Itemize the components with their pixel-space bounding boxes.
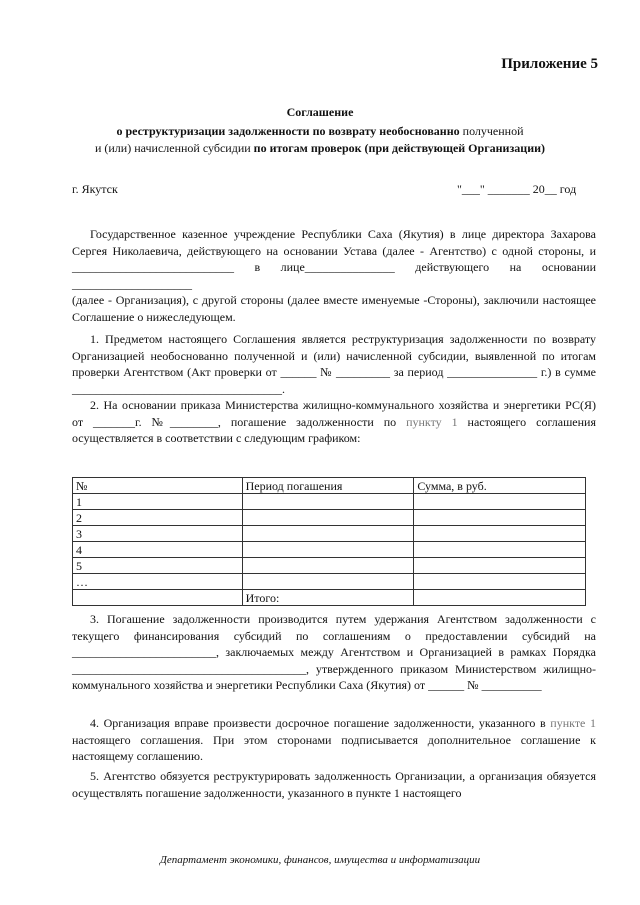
- clause-4-text-end: настоящего соглашения. При этом сторонами подписывается дополнительное соглашение к настоящему соглашению.: [72, 732, 596, 763]
- clause-3: [72, 611, 596, 694]
- row-number: 5: [73, 558, 243, 574]
- header-number: №: [73, 478, 243, 494]
- header-period: Период погашения: [242, 478, 414, 494]
- agreement-subtitle-line1: [0, 123, 640, 140]
- subtitle-bold-part: о реструктуризации задолженности по возврату необоснованно: [116, 124, 460, 138]
- clause-4-text-start: 4. Организация вправе произвести досрочное погашение задолженности, указанного в: [90, 716, 551, 730]
- clause-4: [72, 715, 596, 765]
- period-cell: [242, 526, 414, 542]
- row-number: 2: [73, 510, 243, 526]
- amount-cell: [414, 558, 586, 574]
- clause-1-text: 1. Предметом настоящего Соглашения является реструктуризация задолженности по возврату Организацией необоснованно полученной и (или) начисленной субсидии, выявленной по итогам проверки Агентством (Акт проверки от ______ № _________ за период _______________ г.) в сумме ___________________________________.: [72, 332, 596, 396]
- total-label: Итого:: [242, 590, 414, 606]
- header-amount: Сумма, в руб.: [414, 478, 586, 494]
- agreement-subtitle-line2: [0, 140, 640, 157]
- clause-5-text: 5. Агентство обязуется реструктурировать задолженность Организации, а организация обязуется осуществлять погашение задолженности, указанного в пункте 1 настоящего: [72, 769, 596, 800]
- period-cell: [242, 574, 414, 590]
- period-cell: [242, 510, 414, 526]
- clause-2: [72, 397, 596, 447]
- subtitle2-bold-part: по итогам проверок (при действующей Организации): [253, 141, 546, 155]
- intro-text-continued: (далее - Организация), с другой стороны (далее вместе именуемые -Стороны), заключили настоящее Соглашение о нижеследующем.: [72, 293, 596, 324]
- amount-cell: [414, 542, 586, 558]
- date-of-signing: "___" _______ 20__ год: [457, 182, 577, 196]
- table-row: [73, 574, 586, 590]
- period-cell: [242, 494, 414, 510]
- appendix-label: Приложение 5: [501, 56, 598, 72]
- amount-cell: [414, 510, 586, 526]
- clause-4-link[interactable]: пункте 1: [550, 716, 596, 730]
- clause-2-text-end: настоящего соглашения осуществляется в соответствии с следующим графиком:: [72, 414, 596, 445]
- table-row: [73, 542, 586, 558]
- clause-3-text: 3. Погашение задолженности производится путем удержания Агентством задолженности с текущего финансирования субсидий по соглашениям о предоставлении субсидий на ________________________, заключаемых между Агентством и Организацией в рамках Порядка _______________________________________, утвержденного приказом Министерством жилищно-коммунального хозяйства и энергетики Республики Саха (Якутия) от ______ № __________: [72, 612, 596, 692]
- total-amount-cell: [414, 590, 586, 606]
- subtitle-regular-part: полученной: [459, 124, 524, 138]
- place-of-signing: г. Якутск: [72, 182, 118, 196]
- clause-2-link[interactable]: пункту 1: [406, 414, 458, 429]
- amount-cell: [414, 574, 586, 590]
- intro-paragraph: [72, 226, 596, 325]
- repayment-schedule-table: [72, 477, 586, 606]
- table-row: [73, 494, 586, 510]
- row-number: 3: [73, 526, 243, 542]
- table-row: [73, 526, 586, 542]
- table-total-row: [73, 590, 586, 606]
- clause-2-text-start: 2. На основании приказа Министерства жилищно-коммунального хозяйства и энергетики РС(Я) от _______г. №________, погашение задолженности по: [72, 398, 596, 429]
- amount-cell: [414, 526, 586, 542]
- table-header-row: [73, 478, 586, 494]
- agreement-title: Соглашение: [286, 105, 354, 119]
- table-row: [73, 558, 586, 574]
- amount-cell: [414, 494, 586, 510]
- row-number: …: [73, 574, 243, 590]
- table-row: [73, 510, 586, 526]
- row-number: 1: [73, 494, 243, 510]
- footer-department: Департамент экономики, финансов, имущества и информатизации: [159, 854, 481, 866]
- row-number: 4: [73, 542, 243, 558]
- intro-text: Государственное казенное учреждение Республики Саха (Якутия) в лице директора Захарова Сергея Николаевича, действующего на основании Устава (далее - Агентство) с одной стороны, и ___________________________ в лице_______________ действующего на основании ____________________: [72, 227, 596, 291]
- subtitle2-regular-part: и (или) начисленной субсидии: [94, 141, 254, 155]
- period-cell: [242, 542, 414, 558]
- period-cell: [242, 558, 414, 574]
- total-empty-cell: [73, 590, 243, 606]
- clause-1: [72, 331, 596, 397]
- clause-5: [72, 768, 596, 801]
